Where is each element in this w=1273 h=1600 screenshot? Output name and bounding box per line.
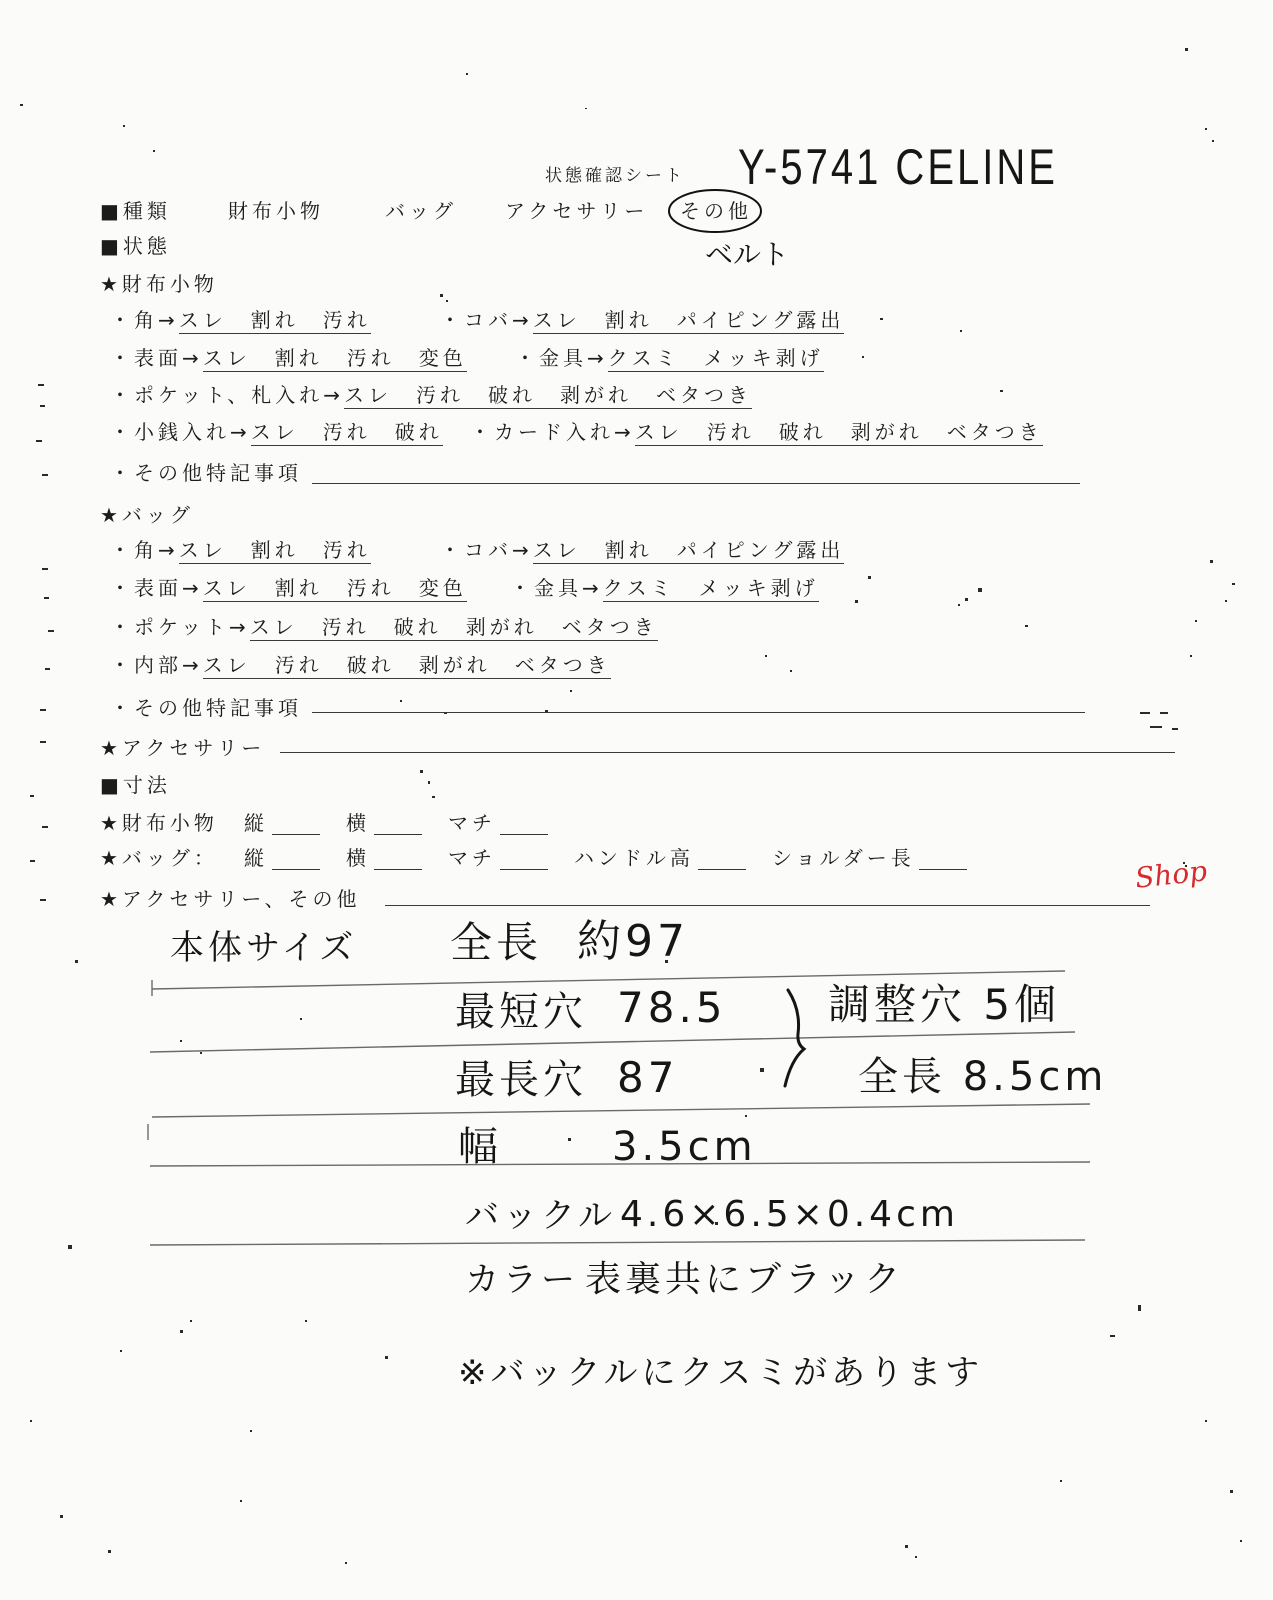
dimension-row-bag [100,846,967,870]
scan-speck [385,1356,388,1359]
body-size-label: 本体サイズ [170,928,358,968]
scan-speck [1205,1420,1207,1422]
scan-speck [1060,1480,1062,1482]
ruled-line [152,1104,1090,1117]
scan-speck [120,1350,122,1352]
scan-speck [40,741,46,743]
scan-speck [1212,140,1214,142]
dimension-field-height [244,811,320,835]
bag-remarks-label: ・その他特記事項 [110,696,302,720]
scan-speck [960,330,962,332]
check-options[interactable]: スレ 割れ 汚れ 変色 [202,576,467,600]
scan-speck [868,576,871,579]
scan-speck [420,770,423,773]
check-options[interactable]: クスミ メッキ剥げ [602,576,819,600]
scan-speck [36,440,42,442]
ruled-line [150,1240,1085,1245]
dimension-field-width [346,811,422,835]
dimension-field-height [244,846,320,870]
scan-speck [585,108,587,109]
scan-speck [855,600,858,603]
type-option-other[interactable]: その他 [680,199,752,223]
scan-speck [30,795,34,797]
scan-speck [42,568,48,570]
scan-speck [123,125,125,127]
accessory-line[interactable] [280,752,1175,753]
scan-speck [568,1138,571,1141]
field-label: マチ [447,811,496,835]
dimension-accessory-other: ★アクセサリー、その他 [100,887,361,911]
bag-check-pockets [110,615,658,639]
item-code: Y-5741 CELINE [738,140,1058,195]
scan-speck [300,1018,302,1020]
wallet-check-surface [110,346,467,370]
spec-value-width: 3.5cm [612,1124,757,1170]
spec-value-total-length: 約97 [577,916,689,967]
scan-speck [250,1430,252,1432]
spec-label-width: 幅 [458,1124,502,1170]
dimension-row-wallet [100,811,548,835]
spec-label-total-length: 全長 [450,918,543,967]
bracket-note-length: 全長 8.5cm [858,1054,1108,1100]
dimensions-label: ■寸法 [100,773,171,797]
scan-speck [200,1052,202,1054]
scan-speck [1000,390,1003,392]
check-options[interactable]: スレ 汚れ 破れ [250,420,443,444]
scan-speck [75,960,78,963]
scan-speck [432,796,435,798]
field-label: 縦 [243,846,268,870]
bag-check-hardware [510,576,819,600]
scan-speck [180,1040,182,1042]
scan-speck [190,1320,192,1322]
scan-speck [466,73,468,75]
scan-speck [1025,625,1028,627]
scan-speck [1240,1540,1242,1542]
scan-speck [1225,600,1227,602]
scan-speck [978,588,982,592]
spec-label-buckle: バックル [465,1196,616,1236]
spec-value-buckle: 4.6×6.5×0.4cm [620,1194,959,1235]
wallet-heading: ★財布小物 [100,272,218,296]
wallet-check-corners [110,308,371,332]
scan-speck [1232,583,1235,585]
scan-speck [1110,1335,1115,1337]
scan-speck [880,318,883,320]
scan-speck [40,709,46,711]
check-options[interactable]: スレ 割れ 汚れ [178,308,371,332]
scan-speck [760,1068,764,1072]
ruled-line [150,1032,1075,1052]
blank-line[interactable] [500,816,548,835]
dimension-field-width [346,846,422,870]
sheet-title: 状態確認シート [545,166,685,186]
spec-label-shortest-hole: 最短穴 [455,989,587,1035]
check-options[interactable]: スレ 割れ 汚れ [178,538,371,562]
field-label: ハンドル高 [573,846,694,870]
field-label: 縦 [243,811,268,835]
scan-speck [30,1420,32,1422]
type-note-handwritten: ベルト [705,238,790,271]
wallet-check-pockets [110,383,752,407]
scan-speck [108,1550,111,1553]
scan-speck [30,860,35,862]
check-options[interactable]: スレ 汚れ 破れ 剥がれ ベタつき [634,420,1043,444]
scan-speck [153,150,155,152]
check-item-label: ・小銭入れ→ [110,420,251,444]
bag-check-surface [110,576,467,600]
check-options[interactable]: スレ 割れ パイピング露出 [532,308,845,332]
scan-speck [180,1330,183,1333]
check-options[interactable]: スレ 汚れ 破れ 剥がれ ベタつき [343,383,752,407]
scan-speck [1195,620,1197,622]
check-item-label: ・コバ→ [440,308,533,332]
scan-speck [44,597,49,599]
scan-speck [862,356,864,358]
check-item-label: ・ポケット→ [110,615,250,639]
spec-value-longest-hole: 87 [617,1053,679,1102]
check-options[interactable]: クスミ メッキ剥げ [607,346,824,370]
blank-line[interactable] [272,851,320,870]
condition-label: ■状態 [100,234,171,258]
scan-speck [1138,1305,1141,1311]
wallet-check-card-slots [470,420,1043,444]
type-option-wallet[interactable]: 財布小物 [228,199,324,223]
scan-speck [48,630,54,632]
wallet-remarks-line[interactable] [312,483,1080,484]
scan-speck [915,1556,917,1558]
scan-speck [905,1545,908,1548]
blank-line[interactable] [919,851,967,870]
scan-speck [428,781,430,784]
scan-speck [42,474,48,476]
check-item-label: ・金具→ [515,346,608,370]
wallet-check-hardware [515,346,824,370]
check-item-label: ・角→ [110,308,179,332]
check-options[interactable]: スレ 割れ パイピング露出 [532,538,845,562]
scan-speck [440,294,443,297]
scan-speck [570,690,572,692]
scan-speck [240,1500,242,1502]
scan-speck [1205,128,1207,130]
dimension-heading: ★バッグ： [100,846,218,870]
blank-line[interactable] [698,851,746,870]
bag-remarks-line[interactable] [312,712,1085,713]
scan-speck [305,1320,307,1322]
scan-speck [446,300,448,302]
check-item-label: ・内部→ [110,653,203,677]
bag-check-corners [110,538,371,562]
dimension-heading: ★財布小物 [100,811,218,835]
blank-line[interactable] [374,851,422,870]
wallet-check-edges [440,308,844,332]
wallet-check-coin-purse [110,420,443,444]
check-options[interactable]: スレ 汚れ 破れ 剥がれ ベタつき [249,615,658,639]
bag-check-interior [110,653,611,677]
dimension-field-shoulder-length [772,846,967,870]
bag-heading: ★バッグ [100,503,194,527]
scan-speck [40,899,46,901]
check-item-label: ・表面→ [110,346,203,370]
type-label: ■種類 [100,199,171,223]
bag-check-edges [440,538,844,562]
check-item-label: ・ポケット、札入れ→ [110,383,344,407]
field-label: 横 [345,846,370,870]
scan-speck [68,1245,72,1249]
scan-speck [958,604,960,606]
scan-speck [745,1115,747,1117]
scan-speck [1140,712,1150,714]
field-label: マチ [447,846,496,870]
dimension-field-gusset [448,846,548,870]
scan-speck [1230,1490,1233,1493]
blank-line[interactable] [374,816,422,835]
accessory-other-line[interactable] [385,905,1150,906]
wallet-remarks-label: ・その他特記事項 [110,461,302,485]
scan-speck [1172,728,1178,730]
field-label: ショルダー長 [771,846,915,870]
spec-value-shortest-hole: 78.5 [617,983,727,1032]
dimension-field-gusset [448,811,548,835]
spec-value-color: 表裏共にブラック [585,1259,905,1300]
scan-speck [45,668,50,670]
buckle-remark: ※バックルにクスミがあります [458,1353,984,1393]
bracket-note-holes: 調整穴 5個 [828,980,1061,1029]
check-options[interactable]: スレ 汚れ 破れ 剥がれ ベタつき [202,653,611,677]
scan-speck [790,670,792,672]
type-option-bag[interactable]: バッグ [385,199,457,223]
field-label: 横 [345,811,370,835]
scan-speck [765,655,767,657]
check-item-label: ・コバ→ [440,538,533,562]
scan-speck [1210,560,1213,563]
scan-speck [20,104,23,106]
scan-speck [400,700,402,702]
scan-speck [965,598,968,601]
spec-label-longest-hole: 最長穴 [455,1057,587,1103]
scan-speck [40,405,45,407]
type-option-accessory[interactable]: アクセサリー [505,199,649,223]
check-options[interactable]: スレ 割れ 汚れ 変色 [202,346,467,370]
scan-speck [345,1562,347,1564]
spec-label-color: カラー [465,1260,579,1300]
check-item-label: ・表面→ [110,576,203,600]
dimension-field-handle-height [574,846,746,870]
blank-line[interactable] [272,816,320,835]
check-item-label: ・金具→ [510,576,603,600]
scan-speck [38,384,44,386]
scan-speck [1185,48,1188,51]
accessory-heading: ★アクセサリー [100,736,266,760]
blank-line[interactable] [500,851,548,870]
scan-speck [42,826,48,828]
scan-speck [1190,655,1192,657]
shop-mark-red: Shop [1133,854,1209,895]
scan-speck [60,1515,63,1518]
scan-speck [1160,712,1168,714]
check-item-label: ・角→ [110,538,179,562]
scan-speck [1150,726,1162,728]
check-item-label: ・カード入れ→ [470,420,635,444]
